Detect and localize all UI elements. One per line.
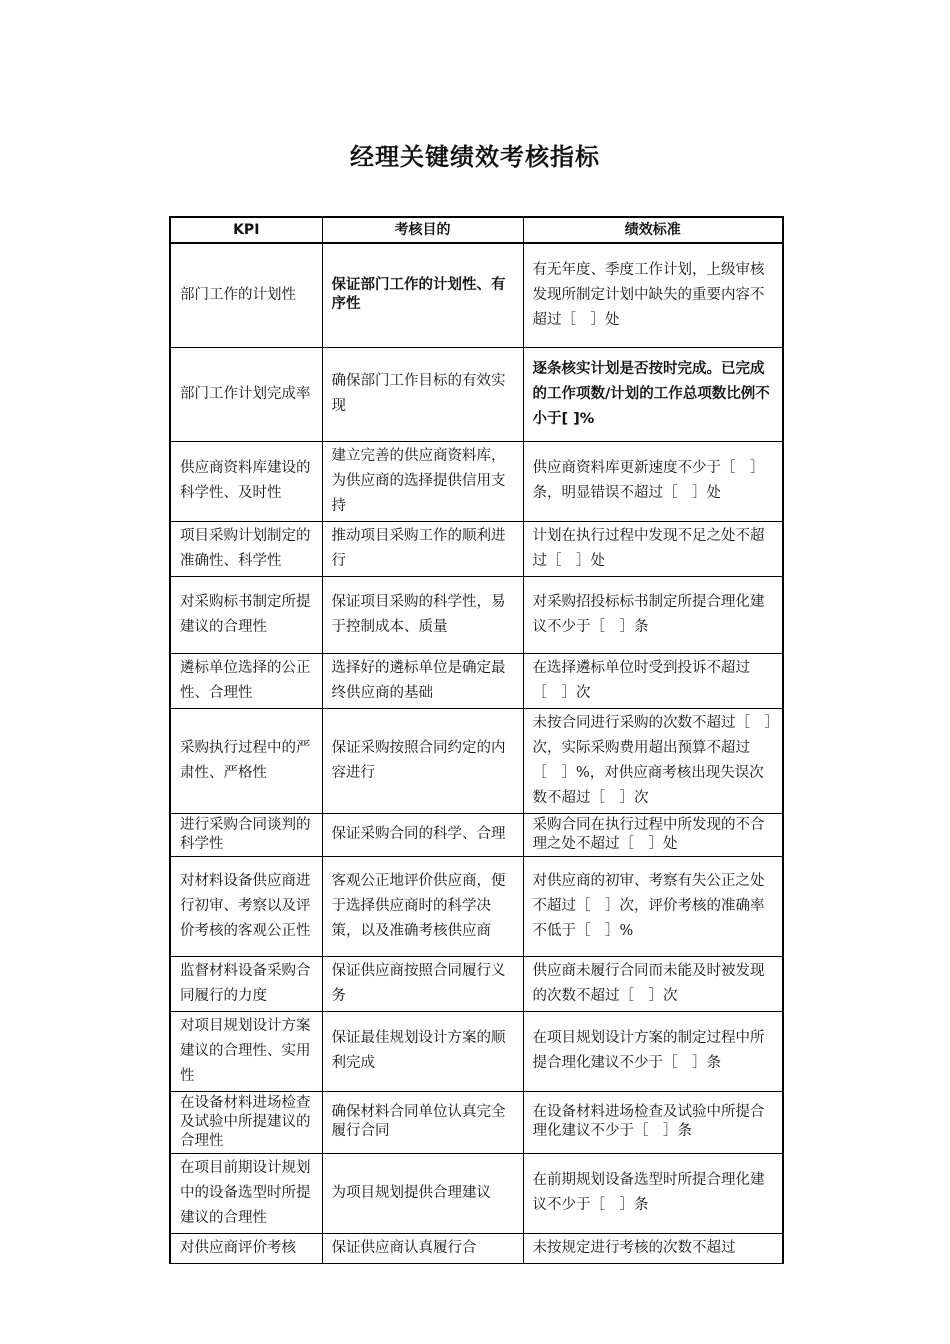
kpi-cell: 项目采购计划制定的准确性、科学性: [170, 521, 322, 576]
kpi-cell: 部门工作的计划性: [170, 243, 322, 347]
kpi-cell: 部门工作计划完成率: [170, 347, 322, 441]
standard-cell: 供应商未履行合同而未能及时被发现的次数不超过［ ］次: [523, 956, 783, 1011]
table-header-row: [170, 217, 783, 243]
standard-cell: 未按规定进行考核的次数不超过: [523, 1233, 783, 1263]
header-purpose: 考核目的: [322, 217, 523, 243]
table-row: [170, 856, 783, 956]
kpi-cell: 遴标单位选择的公正性、合理性: [170, 653, 322, 708]
table-row: [170, 1233, 783, 1263]
purpose-cell: 保证项目采购的科学性，易于控制成本、质量: [322, 576, 523, 653]
purpose-cell: 保证最佳规划设计方案的顺利完成: [322, 1011, 523, 1091]
table-row: [170, 956, 783, 1011]
purpose-cell: 为项目规划提供合理建议: [322, 1153, 523, 1233]
standard-cell: 供应商资料库更新速度不少于［ ］条，明显错误不超过［ ］处: [523, 441, 783, 521]
purpose-cell: 保证采购按照合同约定的内容进行: [322, 708, 523, 813]
kpi-table: [169, 216, 784, 1264]
table-row: [170, 813, 783, 856]
standard-cell: 计划在执行过程中发现不足之处不超过［ ］处: [523, 521, 783, 576]
standard-cell: 逐条核实计划是否按时完成。已完成的工作项数/计划的工作总项数比例不小于[ ]%: [523, 347, 783, 441]
purpose-cell: 推动项目采购工作的顺利进行: [322, 521, 523, 576]
purpose-cell: 建立完善的供应商资料库，为供应商的选择提供信用支持: [322, 441, 523, 521]
kpi-cell: 进行采购合同谈判的科学性: [170, 813, 322, 856]
header-standard: 绩效标准: [523, 217, 783, 243]
table-row: [170, 1011, 783, 1091]
standard-cell: 对采购招投标标书制定所提合理化建议不少于［ ］条: [523, 576, 783, 653]
standard-cell: 未按合同进行采购的次数不超过［ ］次，实际采购费用超出预算不超过［ ］%，对供应商考核出现失误次数不超过［ ］次: [523, 708, 783, 813]
table-row: [170, 1153, 783, 1233]
standard-cell: 在前期规划设备选型时所提合理化建议不少于［ ］条: [523, 1153, 783, 1233]
kpi-cell: 监督材料设备采购合同履行的力度: [170, 956, 322, 1011]
standard-cell: 在项目规划设计方案的制定过程中所提合理化建议不少于［ ］条: [523, 1011, 783, 1091]
kpi-cell: 在设备材料进场检查及试验中所提建议的合理性: [170, 1091, 322, 1153]
standard-cell: 在设备材料进场检查及试验中所提合理化建议不少于［ ］条: [523, 1091, 783, 1153]
table-row: [170, 1091, 783, 1153]
purpose-cell: 保证采购合同的科学、合理: [322, 813, 523, 856]
purpose-cell: 确保材料合同单位认真完全履行合同: [322, 1091, 523, 1153]
kpi-cell: 供应商资料库建设的科学性、及时性: [170, 441, 322, 521]
kpi-cell: 在项目前期设计规划中的设备选型时所提建议的合理性: [170, 1153, 322, 1233]
purpose-cell: 保证部门工作的计划性、有序性: [322, 243, 523, 347]
purpose-cell: 确保部门工作目标的有效实现: [322, 347, 523, 441]
kpi-cell: 对供应商评价考核: [170, 1233, 322, 1263]
table-row: [170, 441, 783, 521]
kpi-cell: 对项目规划设计方案建议的合理性、实用性: [170, 1011, 322, 1091]
page-title: 经理关键绩效考核指标: [350, 143, 600, 171]
standard-cell: 在选择遴标单位时受到投诉不超过［ ］次: [523, 653, 783, 708]
kpi-cell: 采购执行过程中的严肃性、严格性: [170, 708, 322, 813]
purpose-cell: 保证供应商认真履行合: [322, 1233, 523, 1263]
purpose-cell: 选择好的遴标单位是确定最终供应商的基础: [322, 653, 523, 708]
purpose-cell: 保证供应商按照合同履行义务: [322, 956, 523, 1011]
standard-cell: 采购合同在执行过程中所发现的不合理之处不超过［ ］处: [523, 813, 783, 856]
standard-cell: 对供应商的初审、考察有失公正之处不超过［ ］次，评价考核的准确率不低于［ ］%: [523, 856, 783, 956]
table-row: [170, 521, 783, 576]
purpose-cell: 客观公正地评价供应商，便于选择供应商时的科学决策，以及准确考核供应商: [322, 856, 523, 956]
table-row: [170, 708, 783, 813]
header-kpi: KPI: [170, 217, 322, 243]
standard-cell: 有无年度、季度工作计划，上级审核发现所制定计划中缺失的重要内容不超过［ ］处: [523, 243, 783, 347]
kpi-cell: 对采购标书制定所提建议的合理性: [170, 576, 322, 653]
table-row: [170, 653, 783, 708]
table-row: [170, 576, 783, 653]
kpi-cell: 对材料设备供应商进行初审、考察以及评价考核的客观公正性: [170, 856, 322, 956]
table-row: [170, 347, 783, 441]
table-row: [170, 243, 783, 347]
